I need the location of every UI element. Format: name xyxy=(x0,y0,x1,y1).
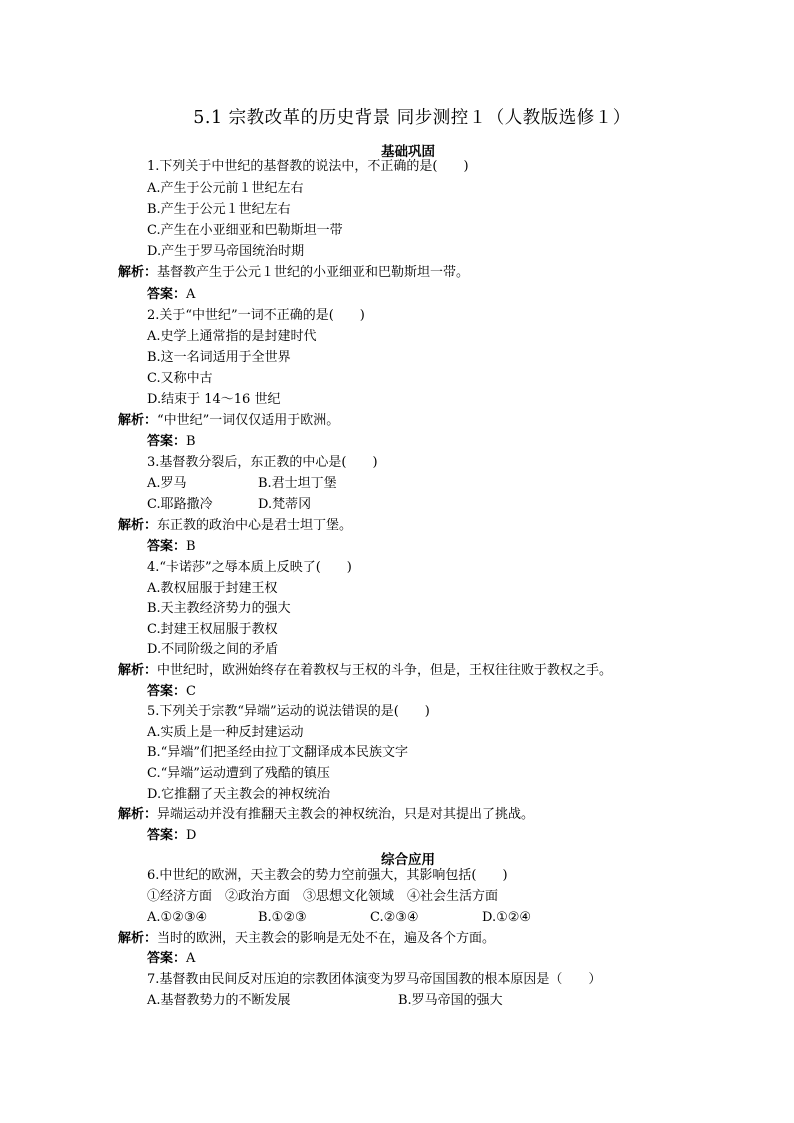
question-4-option-a: A.教权屈服于封建王权 xyxy=(147,581,278,596)
question-5-option-b: B.“异端”们把圣经由拉丁文翻译成本民族文字 xyxy=(147,745,408,760)
question-3-option-b: B.君士坦丁堡 xyxy=(258,476,337,491)
question-5-stem: 5.下列关于宗教“异端”运动的说法错误的是( ) xyxy=(147,704,430,719)
question-2-analysis xyxy=(118,412,339,430)
question-6-answer xyxy=(147,950,195,968)
question-5-answer xyxy=(147,827,196,845)
question-7-option-b: B.罗马帝国的强大 xyxy=(398,993,503,1008)
analysis-label: 解析： xyxy=(118,931,158,946)
question-3-answer xyxy=(147,538,196,556)
section-heading-basic: 基础巩固 xyxy=(381,144,435,160)
question-3-option-a: A.罗马 xyxy=(147,476,187,491)
question-2-option-a: A.史学上通常指的是封建时代 xyxy=(147,329,317,344)
question-2-option-b: B.这一名词适用于全世界 xyxy=(147,350,291,365)
question-3-option-c: C.耶路撒冷 xyxy=(147,497,213,512)
question-6-option-b: B.①②③ xyxy=(258,910,307,925)
question-5-option-c: C.“异端”运动遭到了残酷的镇压 xyxy=(147,766,330,781)
question-3-option-d: D.梵蒂冈 xyxy=(258,497,312,512)
answer-label: 答案： xyxy=(147,951,187,966)
question-1-answer xyxy=(147,286,195,304)
question-2-answer-value: B xyxy=(186,434,196,449)
question-1-analysis-text: 基督教产生于公元１世纪的小亚细亚和巴勒斯坦一带。 xyxy=(157,265,470,280)
answer-label: 答案： xyxy=(147,828,187,843)
question-2-stem: 2.关于“中世纪”一词不正确的是( ) xyxy=(147,308,365,323)
question-4-answer-value: C xyxy=(186,684,196,699)
answer-label: 答案： xyxy=(147,684,187,699)
question-1-answer-value: A xyxy=(186,287,196,302)
question-3-analysis xyxy=(118,517,352,535)
question-2-answer xyxy=(147,433,196,451)
question-6-stem: 6.中世纪的欧洲，天主教会的势力空前强大，其影响包括( ) xyxy=(147,868,508,883)
question-2-option-d: D.结束于 14～16 世纪 xyxy=(147,392,281,407)
question-1-option-c: C.产生在小亚细亚和巴勒斯坦一带 xyxy=(147,223,343,238)
page-title: 5.1 宗教改革的历史背景 同步测控１（人教版选修１） xyxy=(193,108,631,128)
question-3-stem: 3.基督教分裂后，东正教的中心是( ) xyxy=(147,455,378,470)
question-5-answer-value: D xyxy=(186,828,197,843)
question-4-option-c: C.封建王权屈服于教权 xyxy=(147,622,278,637)
question-2-analysis-text: “中世纪”一词仅仅适用于欧洲。 xyxy=(157,413,340,428)
question-6-answer-value: A xyxy=(186,951,196,966)
question-4-option-b: B.天主教经济势力的强大 xyxy=(147,601,291,616)
question-6-analysis-text: 当时的欧洲，天主教会的影响是无处不在，遍及各个方面。 xyxy=(157,931,496,946)
question-6-analysis xyxy=(118,930,495,948)
answer-label: 答案： xyxy=(147,539,187,554)
question-1-stem: 1.下列关于中世纪的基督教的说法中，不正确的是( ) xyxy=(147,159,469,174)
question-6-option-a: A.①②③④ xyxy=(147,910,208,925)
question-4-option-d: D.不同阶级之间的矛盾 xyxy=(147,642,279,657)
question-1-analysis xyxy=(118,264,469,282)
analysis-label: 解析： xyxy=(118,663,158,678)
question-7-stem: 7.基督教由民间反对压迫的宗教团体演变为罗马帝国国教的根本原因是（ ） xyxy=(147,972,602,987)
question-3-analysis-text: 东正教的政治中心是君士坦丁堡。 xyxy=(157,518,353,533)
question-4-answer xyxy=(147,683,196,701)
answer-label: 答案： xyxy=(147,287,187,302)
question-1-option-a: A.产生于公元前１世纪左右 xyxy=(147,181,304,196)
question-3-answer-value: B xyxy=(186,539,196,554)
analysis-label: 解析： xyxy=(118,518,158,533)
question-1-option-b: B.产生于公元１世纪左右 xyxy=(147,202,291,217)
question-1-option-d: D.产生于罗马帝国统治时期 xyxy=(147,244,305,259)
question-5-analysis xyxy=(118,806,534,824)
question-5-option-d: D.它推翻了天主教会的神权统治 xyxy=(147,787,331,802)
analysis-label: 解析： xyxy=(118,265,158,280)
question-6-option-d: D.①②④ xyxy=(482,910,532,925)
question-7-option-a: A.基督教势力的不断发展 xyxy=(147,993,291,1008)
question-2-option-c: C.又称中古 xyxy=(147,371,213,386)
question-4-analysis xyxy=(118,662,612,680)
question-5-analysis-text: 异端运动并没有推翻天主教会的神权统治，只是对其提出了挑战。 xyxy=(157,807,535,822)
question-6-option-c: C.②③④ xyxy=(370,910,419,925)
question-4-stem: 4.“卡诺莎”之辱本质上反映了( ) xyxy=(147,560,352,575)
analysis-label: 解析： xyxy=(118,807,158,822)
answer-label: 答案： xyxy=(147,434,187,449)
analysis-label: 解析： xyxy=(118,413,158,428)
question-4-analysis-text: 中世纪时，欧洲始终存在着教权与王权的斗争，但是，王权往往败于教权之手。 xyxy=(157,663,613,678)
question-6-items: ①经济方面 ②政治方面 ③思想文化领域 ④社会生活方面 xyxy=(147,889,499,904)
section-heading-applied: 综合应用 xyxy=(381,852,435,868)
question-5-option-a: A.实质上是一种反封建运动 xyxy=(147,725,304,740)
